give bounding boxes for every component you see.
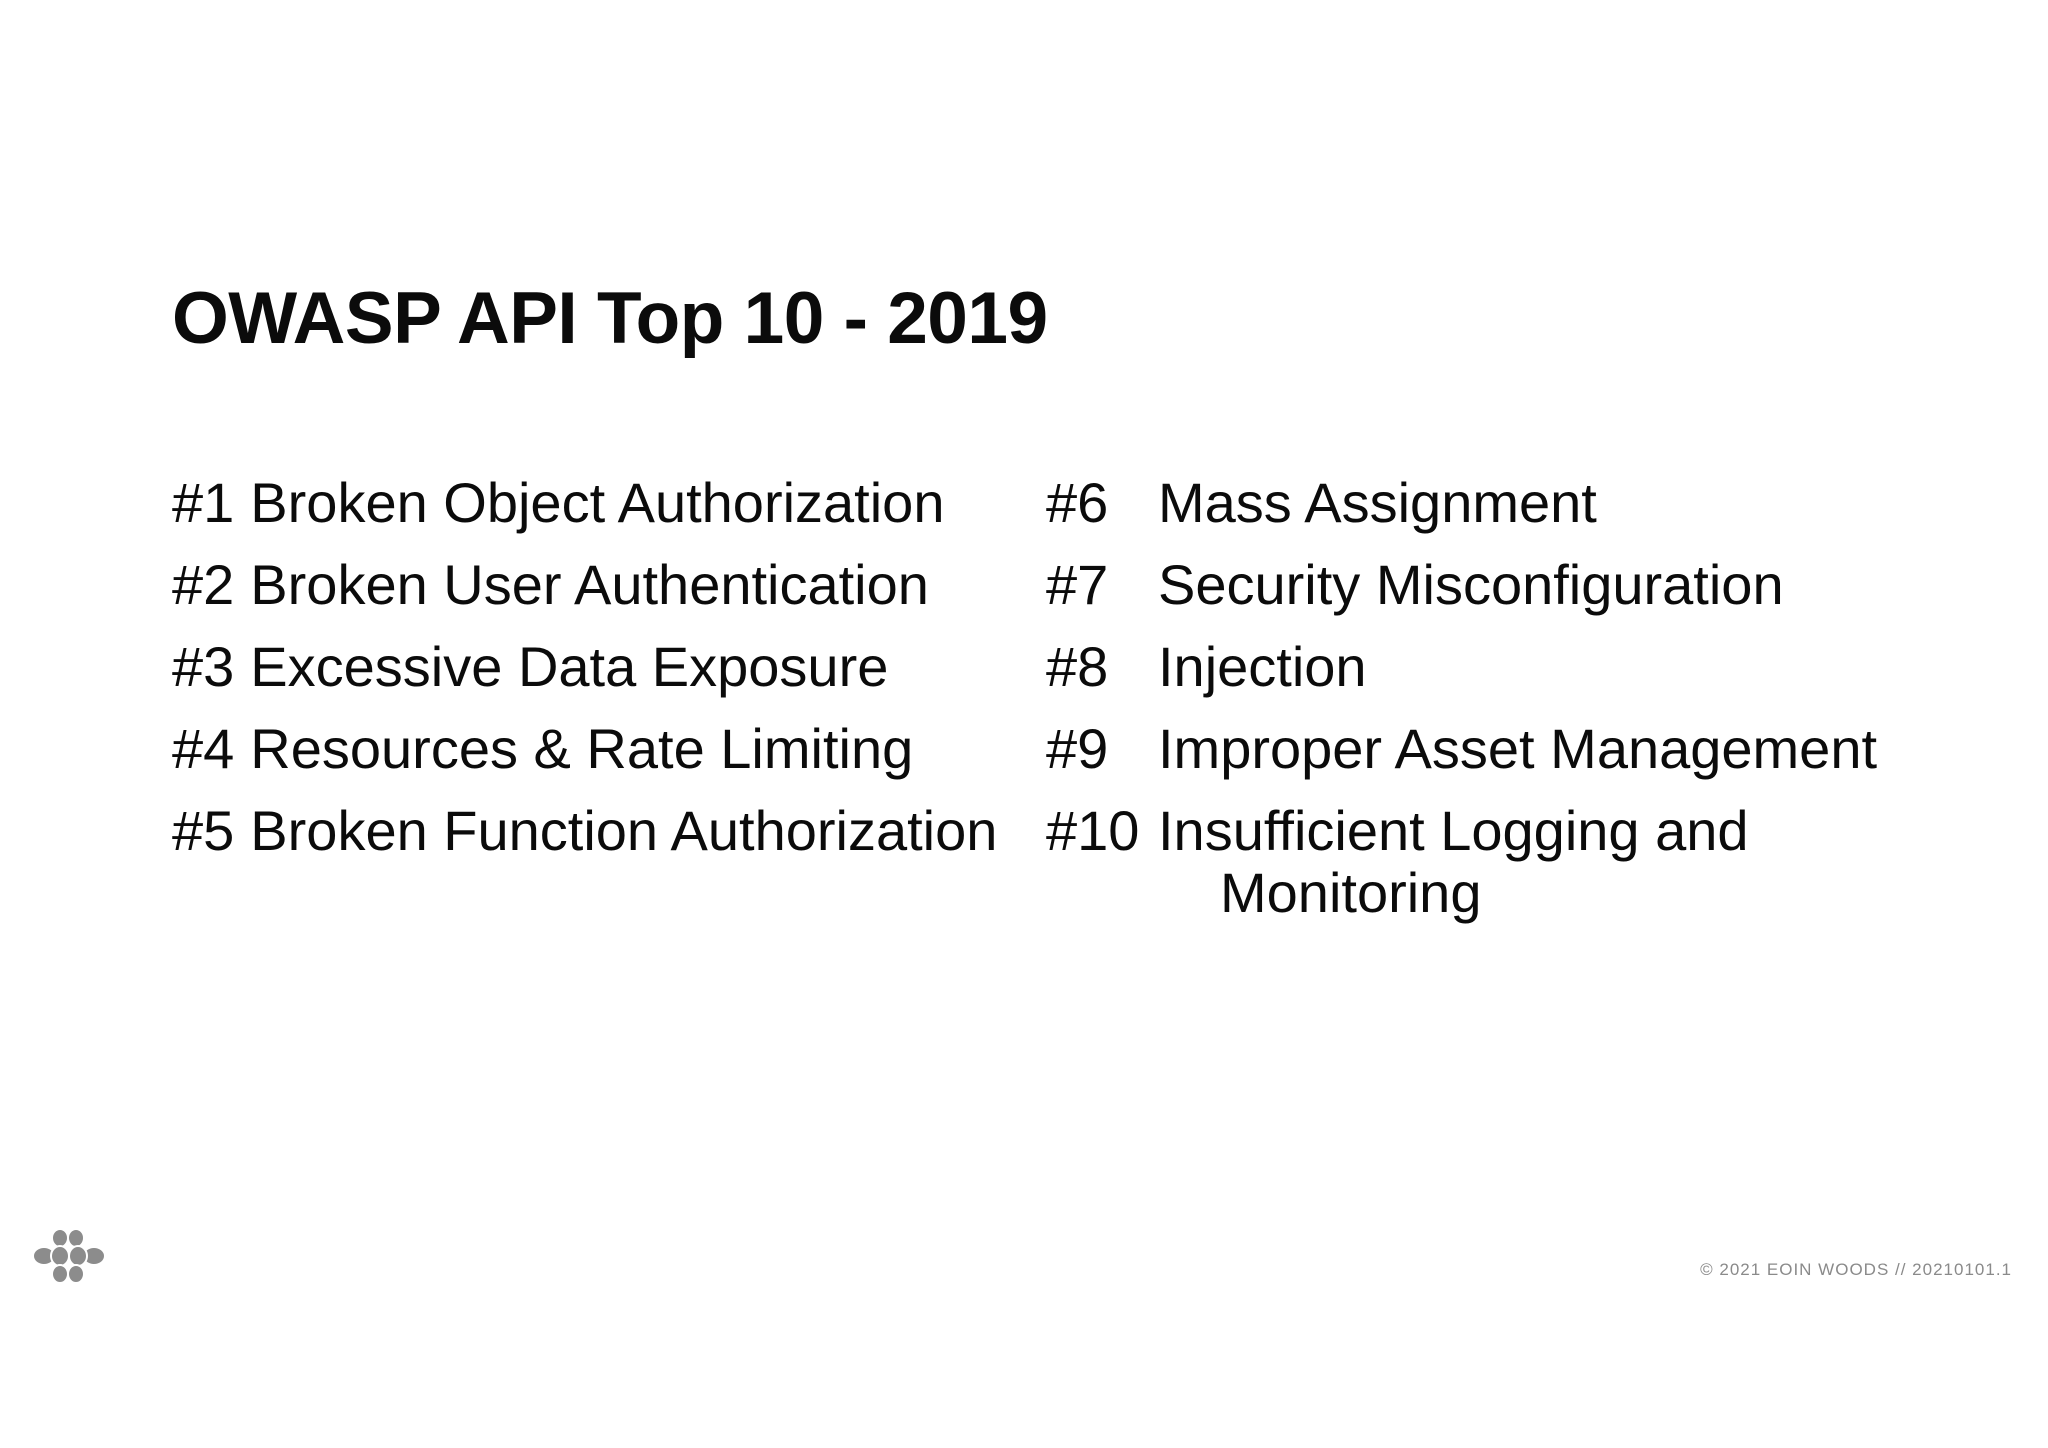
item-number: #2 [172, 553, 235, 616]
left-list [172, 462, 997, 872]
list-item [172, 626, 997, 708]
item-number: #7 [1046, 553, 1109, 616]
copyright-footer: © 2021 EOIN WOODS // 20210101.1 [1700, 1260, 2012, 1279]
item-label: Broken Function Authorization [250, 799, 998, 862]
item-number: #6 [1046, 471, 1109, 534]
item-label [1158, 800, 1749, 924]
item-number: #10 [1046, 799, 1140, 862]
item-label: Improper Asset Management [1158, 717, 1878, 780]
item-label-line1: Insufficient Logging and [1158, 799, 1749, 862]
list-item [1046, 708, 1877, 790]
list-item [1046, 544, 1877, 626]
item-label: Mass Assignment [1158, 471, 1597, 534]
list-item [172, 708, 997, 790]
item-label: Excessive Data Exposure [250, 635, 889, 698]
item-number: #3 [172, 635, 235, 698]
item-label: Broken Object Authorization [250, 471, 945, 534]
item-number: #5 [172, 799, 235, 862]
list-item [172, 790, 997, 872]
item-number: #8 [1046, 635, 1109, 698]
item-number: #4 [172, 717, 235, 780]
list-item [1046, 462, 1877, 544]
list-item [1046, 790, 1877, 924]
item-label: Resources & Rate Limiting [250, 717, 914, 780]
item-label: Injection [1158, 635, 1367, 698]
right-list [1046, 462, 1877, 924]
slide-title: OWASP API Top 10 - 2019 [172, 278, 1048, 359]
list-item [172, 544, 997, 626]
item-label: Security Misconfiguration [1158, 553, 1784, 616]
item-number: #1 [172, 471, 235, 534]
list-item [1046, 626, 1877, 708]
list-item [172, 462, 997, 544]
cluster-logo-icon [32, 1228, 106, 1284]
item-label-line2: Monitoring [1220, 861, 1482, 924]
item-number: #9 [1046, 717, 1109, 780]
item-label: Broken User Authentication [250, 553, 929, 616]
